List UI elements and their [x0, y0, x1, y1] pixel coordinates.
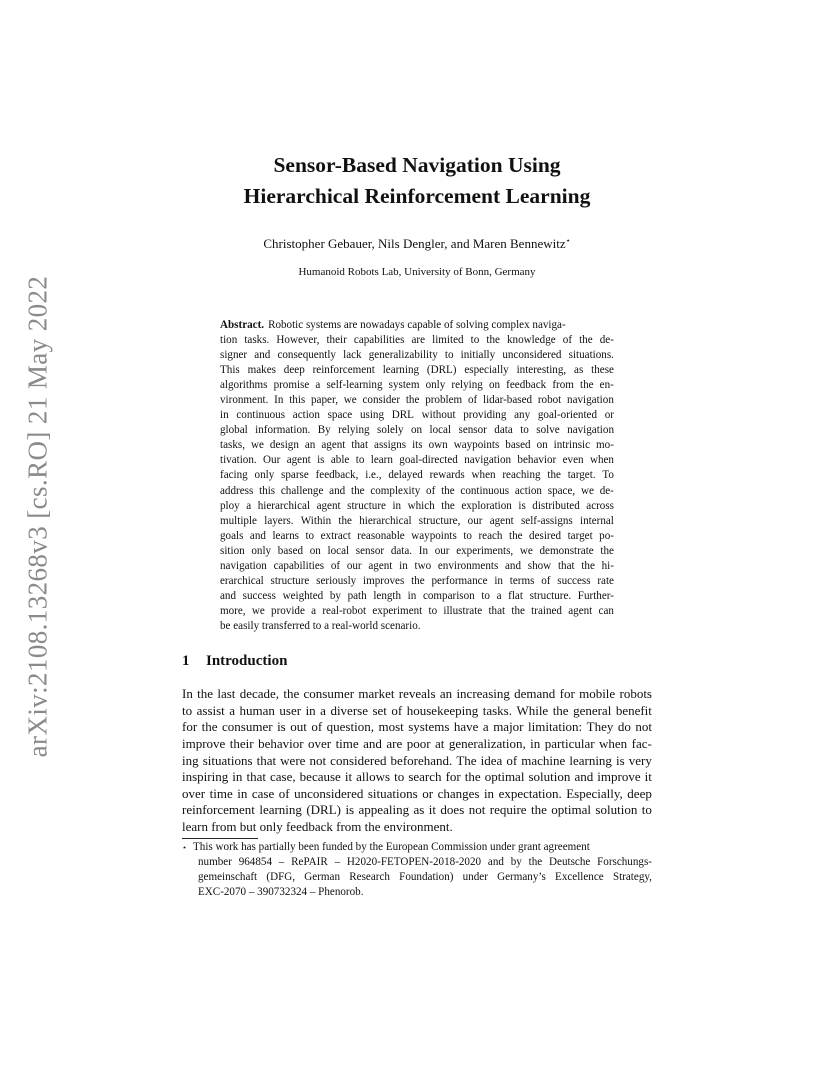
- body-line: In the last decade, the consumer market reveals an increasing demand for mobile robots: [182, 686, 652, 701]
- abstract-line: more, we provide a real-robot experiment to illustrate that the trained agent can: [220, 604, 614, 617]
- section-number: 1: [182, 653, 190, 669]
- footnote-line: gemeinschaft (DFG, German Research Foundation) under Germany’s Excellence Strategy,: [198, 871, 652, 884]
- abstract-line: multiple layers. Within the hierarchical structure, our agent self-assigns internal: [220, 514, 614, 527]
- body-line: learn from but only feedback from the environment.: [182, 819, 453, 835]
- abstract-line: vironment. In this paper, we consider the problem of lidar-based robot navigation: [220, 394, 614, 407]
- body-line: to assist a human user in a diverse set of housekeeping tasks. While the general benefit: [182, 702, 652, 718]
- abstract-line: tasks, we design an agent that assigns its own waypoints based on intrinsic mo-: [220, 439, 614, 452]
- authors-text: Christopher Gebauer, Nils Dengler, and Maren Bennewitz: [263, 236, 566, 251]
- abstract: [220, 318, 614, 634]
- body-line: over time in case of unconsidered situations or changes in expectation. Especially, deep: [182, 785, 652, 801]
- body-line: inspiring in that case, because it allows to search for the optimal solution and improve it: [182, 769, 652, 785]
- paper-title: [180, 150, 654, 212]
- footnote-mark: ⋆: [182, 843, 188, 852]
- title-line-1: Sensor-Based Navigation Using: [273, 153, 561, 177]
- abstract-line-text: Robotic systems are nowadays capable of solving complex naviga-: [268, 319, 566, 331]
- author-footnote-mark: ⋆: [565, 236, 571, 245]
- footnote: [182, 840, 652, 900]
- body-line: reinforcement learning (DRL) is appealing as it does not require the optimal solution to: [182, 802, 652, 818]
- footnote-line-text-content: This work has partially been funded by the European Commission under grant agreement: [193, 841, 590, 853]
- abstract-line: address this challenge and the complexity of the continuous action space, we de-: [220, 484, 614, 497]
- abstract-line: be easily transferred to a real-world scenario.: [220, 619, 421, 632]
- abstract-line: tivation. Our agent is able to learn goal-directed navigation behavior even when: [220, 454, 614, 467]
- footnote-line-text: [193, 840, 652, 855]
- abstract-line: global information. By relying solely on local sensor data to solve navigation: [220, 424, 614, 437]
- section-title: Introduction: [206, 653, 288, 669]
- footnote-line: EXC-2070 – 390732324 – Phenorob.: [198, 886, 364, 899]
- abstract-label: Abstract.: [220, 319, 265, 331]
- abstract-line: [220, 318, 614, 333]
- body-line: ing situations that were not considered beforehand. The idea of machine learning is very: [182, 752, 652, 768]
- abstract-line: and success weighted by path length in comparison to a flat structure. Further-: [220, 589, 614, 602]
- title-line-2: Hierarchical Reinforcement Learning: [243, 184, 591, 208]
- abstract-line: algorithms promise a self-learning system only relying on feedback from the en-: [220, 379, 614, 392]
- abstract-line: navigation capabilities of our agent in two environments and show that the hi-: [220, 559, 614, 572]
- footnote-line: [182, 840, 652, 855]
- section-heading-introduction: [182, 653, 287, 670]
- abstract-line: This makes deep reinforcement learning (DRL) especially interesting, as these: [220, 364, 614, 377]
- body-line: for the consumer is out of question, most systems have a major limitation: They do not: [182, 719, 652, 735]
- arxiv-identifier-text: arXiv:2108.13268v3 [cs.RO] 21 May 2022: [22, 275, 53, 757]
- author-list: [180, 236, 654, 252]
- abstract-line: ploy a hierarchical agent structure in which the exploration is distributed across: [220, 499, 614, 512]
- abstract-line: facing only sparse feedback, i.e., delayed rewards when reaching the target. To: [220, 469, 614, 482]
- footnote-rule: [182, 838, 258, 839]
- body-line: improve their behavior over time and are poor at generalization, in particular when fac-: [182, 735, 652, 751]
- abstract-line: goals and learns to extract reasonable waypoints to reach the desired target po-: [220, 529, 614, 542]
- abstract-line: signer and consequently lack generalizability to initially unconsidered situations.: [220, 349, 614, 362]
- abstract-line: tion tasks. However, their capabilities are limited to the knowledge of the de-: [220, 334, 614, 347]
- abstract-line: in continuous action space using DRL without providing any goal-oriented or: [220, 409, 614, 422]
- footnote-line: number 964854 – RePAIR – H2020-FETOPEN-2018-2020 and by the Deutsche Forschungs-: [198, 856, 652, 869]
- arxiv-identifier: [14, 276, 62, 756]
- affiliation: Humanoid Robots Lab, University of Bonn, Germany: [298, 266, 536, 278]
- abstract-line: sition only based on local sensor data. In our experiments, we demonstrate the: [220, 544, 614, 557]
- abstract-line: erarchical structure seriously improves the performance in terms of success rate: [220, 574, 614, 587]
- introduction-paragraph: [182, 686, 652, 836]
